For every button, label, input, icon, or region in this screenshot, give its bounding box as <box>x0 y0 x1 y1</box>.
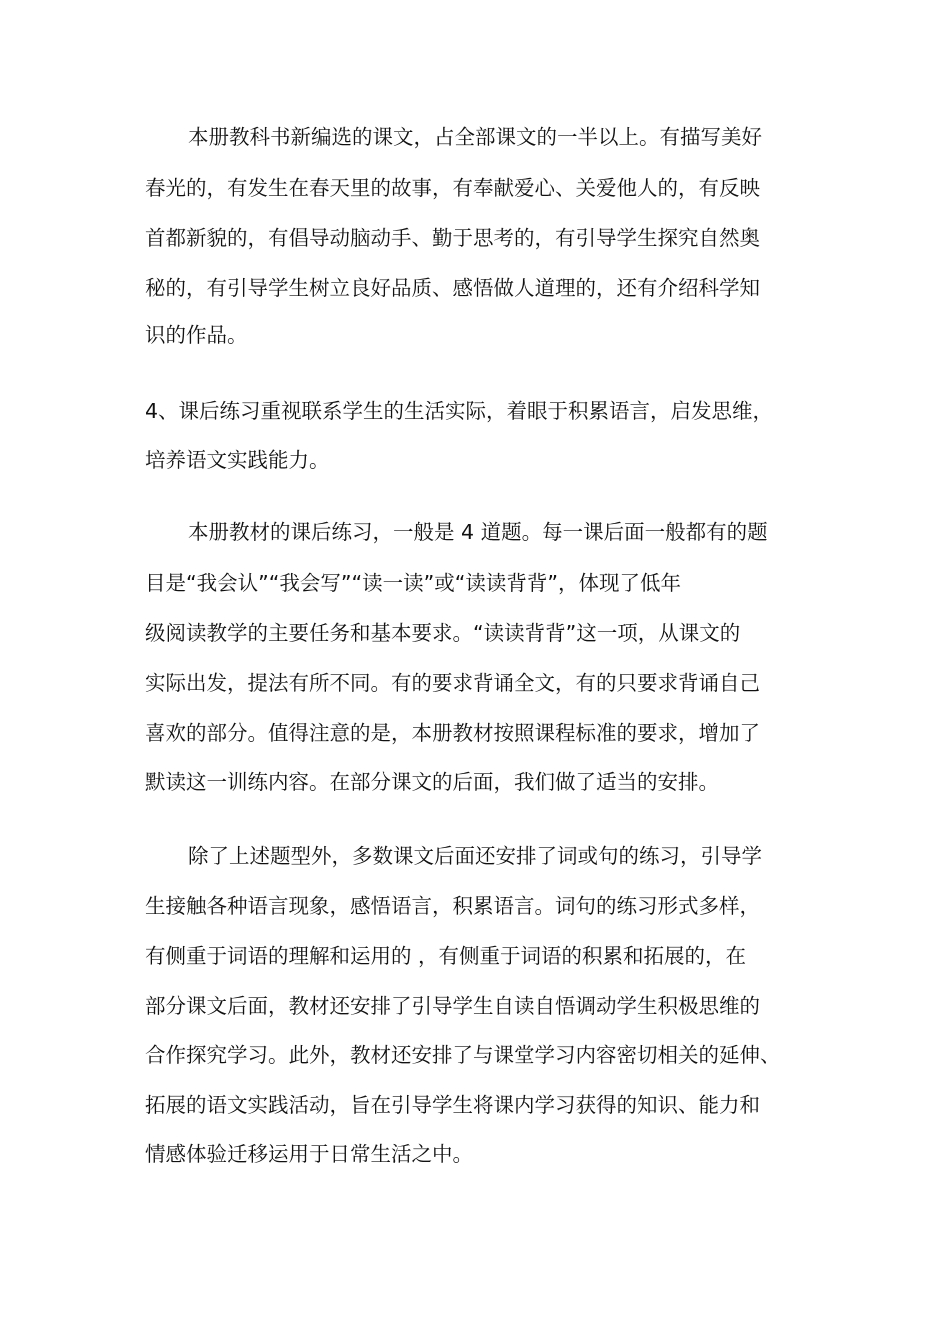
paragraph-1-line-2: 春光的，有发生在春天里的故事，有奉献爱心、关爱他人的，有反映 <box>145 176 760 200</box>
paragraph-3-line-6: 默读这一训练内容。在部分课文的后面，我们做了适当的安排。 <box>145 770 719 794</box>
paragraph-3-line-3: 级阅读教学的主要任务和基本要求。“读读背背”这一项，从课文的 <box>145 621 741 645</box>
paragraph-3-line-1: 本册教材的课后练习，一般是 4 道题。每一课后面一般都有的题 <box>188 520 768 544</box>
paragraph-1-line-5: 识的作品。 <box>145 323 248 347</box>
paragraph-1-line-3: 首都新貌的，有倡导动脑动手、勤于思考的，有引导学生探究自然奥 <box>145 226 760 250</box>
paragraph-4-line-2: 生接触各种语言现象，感悟语言，积累语言。词句的练习形式多样， <box>145 894 760 918</box>
paragraph-1-line-1: 本册教科书新编选的课文，占全部课文的一半以上。有描写美好 <box>188 125 762 149</box>
paragraph-3-line-4: 实际出发，提法有所不同。有的要求背诵全文，有的只要求背诵自己 <box>145 671 760 695</box>
paragraph-2-line-2: 培养语文实践能力。 <box>145 448 330 472</box>
paragraph-4-line-1: 除了上述题型外，多数课文后面还安排了词或句的练习，引导学 <box>188 844 762 868</box>
paragraph-1-line-4: 秘的，有引导学生树立良好品质、感悟做人道理的，还有介绍科学知 <box>145 276 760 300</box>
paragraph-4-line-5: 合作探究学习。此外，教材还安排了与课堂学习内容密切相关的延伸、 <box>145 1043 781 1067</box>
paragraph-4-line-6: 拓展的语文实践活动，旨在引导学生将课内学习获得的知识、能力和 <box>145 1093 760 1117</box>
paragraph-4-line-7: 情感体验迁移运用于日常生活之中。 <box>145 1142 473 1166</box>
paragraph-2-line-1: 4、课后练习重视联系学生的生活实际，着眼于积累语言，启发思维， <box>145 399 774 423</box>
paragraph-4-line-3: 有侧重于词语的理解和运用的 ，有侧重于词语的积累和拓展的，在 <box>145 944 747 968</box>
paragraph-4-line-4: 部分课文后面，教材还安排了引导学生自读自悟调动学生积极思维的 <box>145 994 760 1018</box>
paragraph-3-line-2: 目是“我会认”“我会写”“读一读”或“读读背背”，体现了低年 <box>145 571 681 595</box>
paragraph-3-line-5: 喜欢的部分。值得注意的是，本册教材按照课程标准的要求，增加了 <box>145 721 760 745</box>
